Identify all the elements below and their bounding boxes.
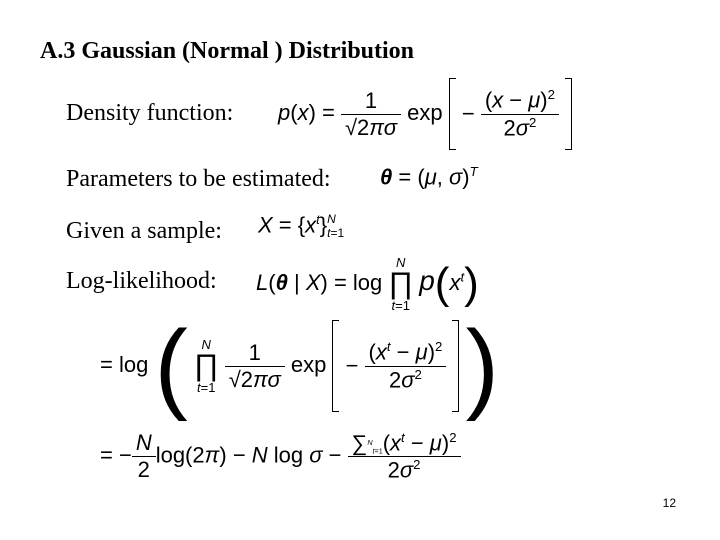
sample-label: Given a sample:: [66, 218, 222, 244]
slide-title: A.3 Gaussian (Normal ) Distribution: [40, 38, 415, 64]
loglik-label: Log-likelihood:: [66, 268, 217, 294]
loglik-step1-equation: = log ( N ∏ t=1 $\frac{1}{√2\pi\sigma}$ exp − $\frac{(x^t - \mu)^2}{2\sigma^2}$ ): [100, 310, 499, 422]
sample-equation: $X = \{x^t\}N$ t=1: [258, 212, 345, 240]
page-number: 12: [662, 496, 676, 510]
loglik-equation: L(θ | X) = log N ∏ t=1 $p(x^t)$: [256, 255, 479, 313]
density-label: Density function:: [66, 100, 234, 126]
parameters-equation: θ = (μ, σ)$^T$: [380, 164, 478, 190]
loglik-step2-equation: = − $\frac{N}{2}$ log(2π) − N log σ − $\frac{\sum^N_{t=1}(x^t - \mu)^2}{2\sigma^2}$: [100, 430, 461, 484]
parameters-label: Parameters to be estimated:: [66, 166, 331, 192]
density-equation: p(x) = $\frac{1}{√2\pi\sigma}$ exp − $\frac{(x - \mu)^2}{2\sigma^2}$: [278, 78, 572, 150]
